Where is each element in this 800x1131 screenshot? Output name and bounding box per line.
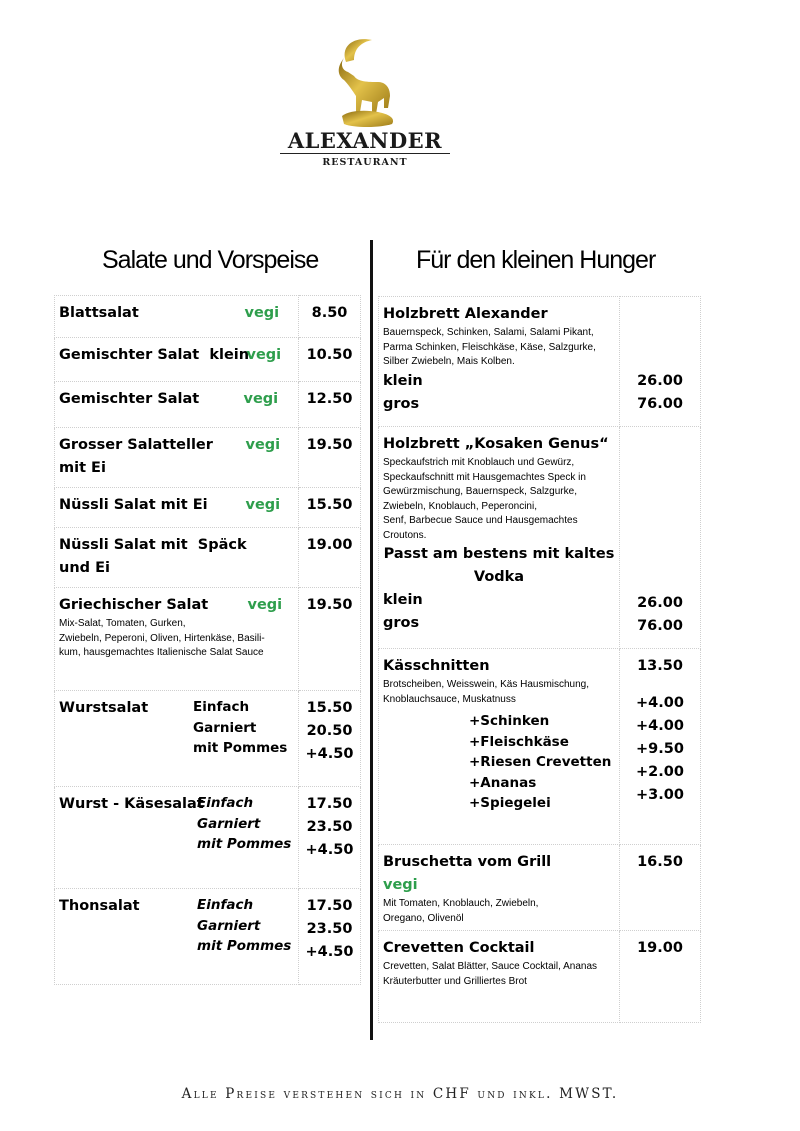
item-price: 8.50 <box>299 296 361 338</box>
restaurant-name: ALEXANDER <box>287 128 443 153</box>
item-description: Oregano, Olivenöl <box>383 912 464 924</box>
option-label: Einfach <box>193 699 250 715</box>
size-label: klein <box>383 592 423 608</box>
item-description: Mit Tomaten, Knoblauch, Zwiebeln, <box>383 898 539 909</box>
menu-item <box>55 588 361 691</box>
vegi-label: vegi <box>245 497 281 513</box>
item-description: Parma Schinken, Fleischkäse, Käse, Salzgurke, <box>383 341 596 353</box>
vegi-label: vegi <box>247 597 283 613</box>
extra-price: +9.50 <box>636 741 684 757</box>
item-description: Silber Zwiebeln, Mais Kolben. <box>383 356 515 367</box>
menu-item <box>55 338 361 382</box>
item-description: kum, hausgemachtes Italienische Salat Sauce <box>59 647 264 658</box>
option-label: Einfach <box>197 795 254 811</box>
item-name: Wurst - Käsesalat <box>59 796 204 812</box>
item-description: Speckaufschnitt mit Hausgemachtes Speck in <box>383 471 586 483</box>
price-footer-note: Alle Preise verstehen sich in CHF und inkl. MWST. <box>181 1086 619 1102</box>
option-label: mit Pommes <box>193 740 288 756</box>
menu-item <box>379 427 701 649</box>
item-description: Bauernspeck, Schinken, Salami, Salami Pikant, <box>383 327 594 338</box>
item-price: 15.50 <box>299 488 361 528</box>
item-price: 20.50 <box>306 723 353 739</box>
menu-item <box>55 428 361 488</box>
menu-item <box>55 787 361 889</box>
item-price: 23.50 <box>306 921 353 937</box>
option-label: Garniert <box>197 917 261 934</box>
vegi-label: vegi <box>383 877 418 893</box>
column-divider <box>370 240 373 1040</box>
item-price: 19.50 <box>299 588 361 691</box>
item-description: Speckaufstrich mit Knoblauch und Gewürz, <box>383 457 575 468</box>
item-description: Senf, Barbecue Sauce und Hausgemachtes <box>383 515 578 526</box>
left-menu-table <box>54 295 361 985</box>
size-label: klein <box>383 372 423 389</box>
item-price: 19.50 <box>299 428 361 488</box>
item-price: +4.50 <box>305 842 354 858</box>
vegi-label: vegi <box>246 347 282 363</box>
extra-option: +Riesen Crevetten <box>469 754 612 770</box>
vegi-label: vegi <box>244 305 280 321</box>
ibex-icon <box>332 36 398 128</box>
right-section-title: Für den kleinen Hunger <box>416 246 656 274</box>
item-name: Gemischter Salat klein <box>59 347 250 363</box>
item-description: Mix-Salat, Tomaten, Gurken, <box>59 618 186 629</box>
item-description: Zwiebeln, Peperoni, Oliven, Hirtenkäse, Basili- <box>59 632 265 644</box>
restaurant-subtitle: RESTAURANT <box>322 157 408 168</box>
item-price: +4.50 <box>305 944 354 960</box>
vegi-label: vegi <box>245 437 281 453</box>
size-label: gros <box>383 395 420 412</box>
menu-item <box>55 691 361 787</box>
item-price: 10.50 <box>299 338 361 382</box>
option-label: mit Pommes <box>197 938 292 954</box>
item-description: Zwiebeln, Knoblauch, Peperoncini, <box>383 500 537 512</box>
pairing-note: Passt am bestens mit kaltes <box>383 546 615 562</box>
item-name: Griechischer Salat <box>59 597 209 613</box>
item-name: Crevetten Cocktail <box>383 940 535 956</box>
item-price: 19.00 <box>620 931 701 1023</box>
item-price: 76.00 <box>637 618 683 634</box>
menu-item <box>379 649 701 845</box>
item-name-line2: und Ei <box>59 560 110 576</box>
item-description: Brotscheiben, Weisswein, Käs Hausmischung, <box>383 679 590 690</box>
option-label: Einfach <box>197 897 254 913</box>
item-name-line2: mit Ei <box>59 460 106 476</box>
extra-option: +Fleischkäse <box>469 733 569 750</box>
item-name: Holzbrett Alexander <box>383 306 548 322</box>
extra-price: +4.00 <box>636 695 684 711</box>
item-price: 26.00 <box>637 373 683 389</box>
vegi-label: vegi <box>243 391 279 407</box>
extra-option: +Ananas <box>469 774 537 791</box>
item-price: 13.50 <box>637 658 683 674</box>
item-price: 17.50 <box>306 898 353 914</box>
item-name: Bruschetta vom Grill <box>383 854 552 870</box>
item-name: Kässchnitten <box>383 658 490 674</box>
item-description: Kräuterbutter und Grilliertes Brot <box>383 975 527 987</box>
item-description: Croutons. <box>383 529 427 541</box>
item-price: 15.50 <box>306 700 353 716</box>
menu-item <box>55 296 361 338</box>
item-price: 23.50 <box>306 819 353 835</box>
menu-item <box>379 931 701 1023</box>
menu-item <box>379 845 701 931</box>
item-name: Blattsalat <box>59 305 139 321</box>
item-price: 17.50 <box>306 796 353 812</box>
item-description: Knoblauchsauce, Muskatnuss <box>383 693 516 705</box>
item-price: 12.50 <box>299 382 361 428</box>
option-label: Garniert <box>193 719 257 736</box>
extra-option: +Spiegelei <box>469 795 551 811</box>
extra-price: +2.00 <box>636 764 684 780</box>
extra-option: +Schinken <box>469 713 550 729</box>
right-menu-table <box>378 296 701 1023</box>
option-label: mit Pommes <box>197 836 292 852</box>
left-section-title: Salate und Vorspeise <box>102 246 319 274</box>
item-price: 76.00 <box>637 396 683 412</box>
item-price: 19.00 <box>299 528 361 588</box>
item-name: Nüssli Salat mit Ei <box>59 497 208 513</box>
item-name: Thonsalat <box>59 898 140 914</box>
item-price: 16.50 <box>620 845 701 931</box>
menu-item <box>55 528 361 588</box>
menu-item <box>55 382 361 428</box>
menu-item <box>55 488 361 528</box>
item-description: Crevetten, Salat Blätter, Sauce Cocktail, Ananas <box>383 961 598 972</box>
item-name: Wurstsalat <box>59 700 149 716</box>
menu-item <box>55 889 361 985</box>
item-name: Grosser Salatteller <box>59 437 213 453</box>
brand-divider <box>280 153 450 154</box>
option-label: Garniert <box>197 815 261 832</box>
item-description: Gewürzmischung, Bauernspeck, Salzgurke, <box>383 486 577 497</box>
item-price: 26.00 <box>637 595 683 611</box>
item-name: Nüssli Salat mit Späck <box>59 537 247 553</box>
item-name: Gemischter Salat <box>59 391 200 407</box>
extra-price: +4.00 <box>636 718 684 734</box>
item-price: +4.50 <box>305 746 354 762</box>
item-name: Holzbrett „Kosaken Genus“ <box>383 436 609 452</box>
pairing-note: Vodka <box>473 569 525 585</box>
size-label: gros <box>383 615 420 631</box>
extra-price: +3.00 <box>636 787 684 803</box>
menu-item <box>379 297 701 427</box>
